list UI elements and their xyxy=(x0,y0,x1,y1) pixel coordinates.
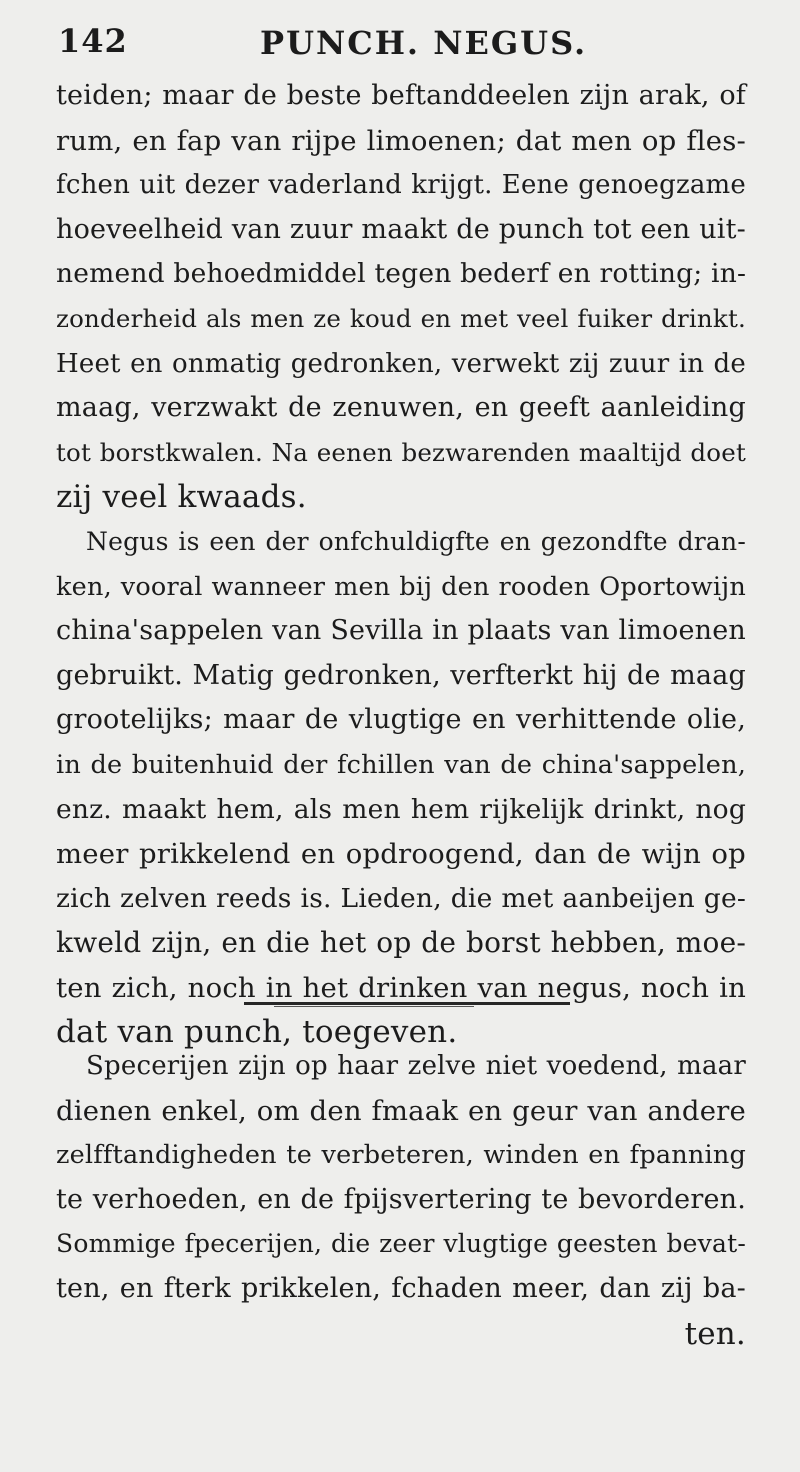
section-specerijen xyxy=(56,1044,746,1356)
text-line: tot borstkwalen. Na eenen bezwarenden maaltijd doet xyxy=(56,437,746,467)
running-head: PUNCH. NEGUS. xyxy=(260,24,588,62)
text-line: te verhoeden, en de fpijsvertering te bevorderen. xyxy=(56,1183,746,1215)
text-line: ten zich, noch in het drinken van negus, noch in xyxy=(56,971,746,1004)
text-line: dat van punch, toegeven. xyxy=(56,1014,458,1051)
text-line: in de buitenhuid der fchillen van de china'sappelen, xyxy=(56,749,746,780)
text-line: ken, vooral wanneer men bij den rooden Oportowijn xyxy=(56,571,746,602)
text-line: zelfftandigheden te verbeteren, winden en fpanning xyxy=(56,1140,746,1171)
text-line: maag, verzwakt de zenuwen, en geeft aanleiding xyxy=(56,392,746,424)
page-number: 142 xyxy=(58,22,128,60)
text-line: enz. maakt hem, als men hem rijkelijk drinkt, nog xyxy=(56,793,746,825)
text-line: zich zelven reeds is. Lieden, die met aanbeijen ge- xyxy=(56,882,746,914)
text-line: zij veel kwaads. xyxy=(56,479,307,516)
paragraph-start: Specerijen zijn op haar zelve niet voedend, maar xyxy=(86,1051,746,1081)
text-line: grootelijks; maar de vlugtige en verhittende olie, xyxy=(56,704,746,736)
section-divider xyxy=(244,1002,570,1005)
text-line: zonderheid als men ze koud en met veel fuiker drinkt. xyxy=(56,303,746,333)
text-line: meer prikkelend en opdroogend, dan de wijn op xyxy=(56,838,746,871)
page-header xyxy=(58,18,658,64)
text-line: Sommige fpecerijen, die zeer vlugtige geesten bevat- xyxy=(56,1229,746,1259)
text-line: nemend behoedmiddel tegen bederf en rotting; in- xyxy=(56,258,747,290)
text-line: dienen enkel, om den fmaak en geur van andere xyxy=(56,1094,746,1127)
text-line: fchen uit dezer vaderland krijgt. Eene genoegzame xyxy=(56,170,746,201)
text-line: gebruikt. Matig gedronken, verfterkt hij de maag xyxy=(56,659,746,691)
text-line: kweld zijn, en die het op de borst hebben, moe- xyxy=(56,926,746,960)
text-line: china'sappelen van Sevilla in plaats van limoenen xyxy=(56,615,746,647)
section-punch-negus xyxy=(56,74,746,1055)
paragraph-start: Negus is een der onfchuldigfte en gezondfte dran- xyxy=(86,526,746,556)
text-line: ten, en fterk prikkelen, fchaden meer, dan zij ba- xyxy=(56,1272,746,1304)
text-line: ten. xyxy=(684,1315,746,1352)
text-line: hoeveelheid van zuur maakt de punch tot een uit- xyxy=(56,213,746,245)
text-line: Heet en onmatig gedronken, verwekt zij zuur in de xyxy=(56,348,746,379)
text-line: teiden; maar de beste beftanddeelen zijn arak, of xyxy=(56,80,746,111)
text-line: rum, en fap van rijpe limoenen; dat men op fles- xyxy=(56,124,746,157)
